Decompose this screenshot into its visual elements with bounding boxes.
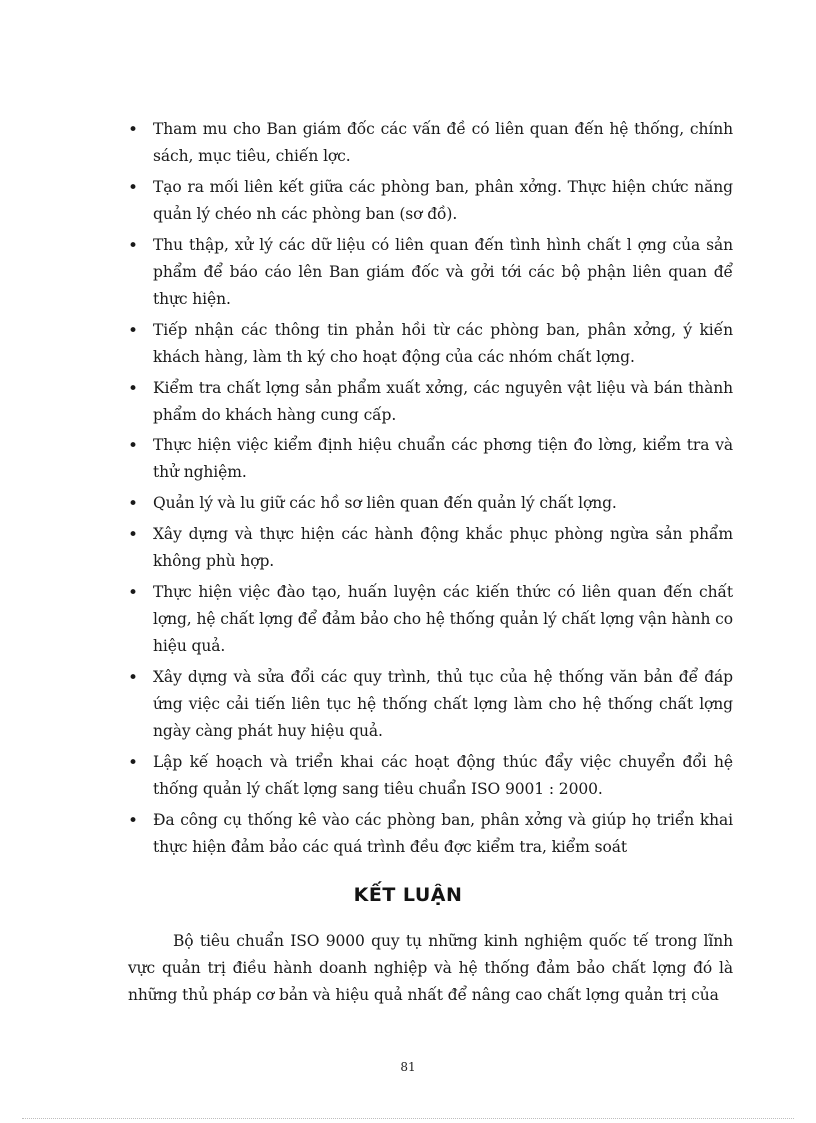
list-item-text: Thu thập, xử lý các dữ liệu có liên quan đến tình hình chất l ợng của sản phẩm để báo cáo lên Ban giám đốc và gởi tới các bộ phận liên quan để thực hiện.	[153, 235, 733, 308]
bullet-icon: •	[128, 235, 138, 256]
conclusion-paragraph: Bộ tiêu chuẩn ISO 9000 quy tụ những kinh nghiệm quốc tế trong lĩnh vực quản trị điều hành doanh nghiệp và hệ thống đảm bảo chất lợng đó là những thủ pháp cơ bản và hiệu quả nhất để nâng cao chất lợng quản trị của	[128, 932, 733, 1004]
bullet-icon: •	[128, 494, 138, 515]
bullet-icon: •	[128, 320, 138, 341]
bullet-icon: •	[128, 436, 138, 457]
bullet-icon: •	[128, 668, 138, 689]
list-item-text: Thực hiện việc kiểm định hiệu chuẩn các phơng tiện đo lờng, kiểm tra và thử nghiệm.	[153, 436, 733, 482]
list-item-text: Tạo ra mối liên kết giữa các phòng ban, phân xởng. Thực hiện chức năng quản lý chéo nh các phòng ban (sơ đồ).	[153, 177, 733, 223]
list-item-text: Quản lý và lu giữ các hồ sơ liên quan đến quản lý chất lợng.	[153, 494, 617, 513]
list-item	[128, 749, 733, 803]
bullet-icon: •	[128, 752, 138, 773]
bullet-icon: •	[128, 177, 138, 198]
bullet-icon: •	[128, 120, 138, 140]
bullet-icon: •	[128, 810, 138, 831]
list-item	[128, 174, 733, 228]
list-item	[128, 579, 733, 660]
list-item-text: Xây dựng và thực hiện các hành động khắc phục phòng ngừa sản phẩm không phù hợp.	[153, 525, 733, 571]
bullet-icon: •	[128, 378, 138, 399]
list-item-text: Xây dựng và sửa đổi các quy trình, thủ tục của hệ thống văn bản để đáp ứng việc cải tiến liên tục hệ thống chất lợng làm cho hệ thống chất lợng ngày càng phát huy hiệu quả.	[153, 668, 733, 741]
bullet-icon: •	[128, 525, 138, 546]
list-item	[128, 807, 733, 861]
list-item	[128, 375, 733, 429]
list-item	[128, 232, 733, 313]
list-item	[128, 317, 733, 371]
list-item	[128, 432, 733, 486]
list-item-text: Lập kế hoạch và triển khai các hoạt động thúc đẩy việc chuyển đổi hệ thống quản lý chất lợng sang tiêu chuẩn ISO 9001 : 2000.	[153, 752, 733, 798]
list-item-text: Tham mu cho Ban giám đốc các vấn đề có liên quan đến hệ thống, chính sách, mục tiêu, chiến lợc.	[153, 120, 733, 165]
list-item	[128, 490, 733, 517]
bullet-icon: •	[128, 583, 138, 604]
list-item-text: Tiếp nhận các thông tin phản hồi từ các phòng ban, phân xởng, ý kiến khách hàng, làm th ký cho hoạt động của các nhóm chất lợng.	[153, 320, 733, 366]
list-item-text: Kiểm tra chất lợng sản phẩm xuất xởng, các nguyên vật liệu và bán thành phẩm do khách hàng cung cấp.	[153, 378, 733, 424]
list-item	[128, 521, 733, 575]
list-item-text: Thực hiện việc đào tạo, huấn luyện các kiến thức có liên quan đến chất lợng, hệ chất lợng để đảm bảo cho hệ thống quản lý chất lợng vận hành co hiệu quả.	[153, 583, 733, 656]
list-item	[128, 116, 733, 170]
section-heading: KẾT LUẬN	[353, 884, 463, 906]
responsibility-list	[128, 116, 733, 865]
list-item	[128, 664, 733, 745]
page-number: 81	[400, 1060, 416, 1074]
footer-divider	[22, 1118, 794, 1119]
list-item-text: Đa công cụ thống kê vào các phòng ban, phân xởng và giúp họ triển khai thực hiện đảm bảo các quá trình đều đợc kiểm tra, kiểm soát	[153, 810, 733, 856]
